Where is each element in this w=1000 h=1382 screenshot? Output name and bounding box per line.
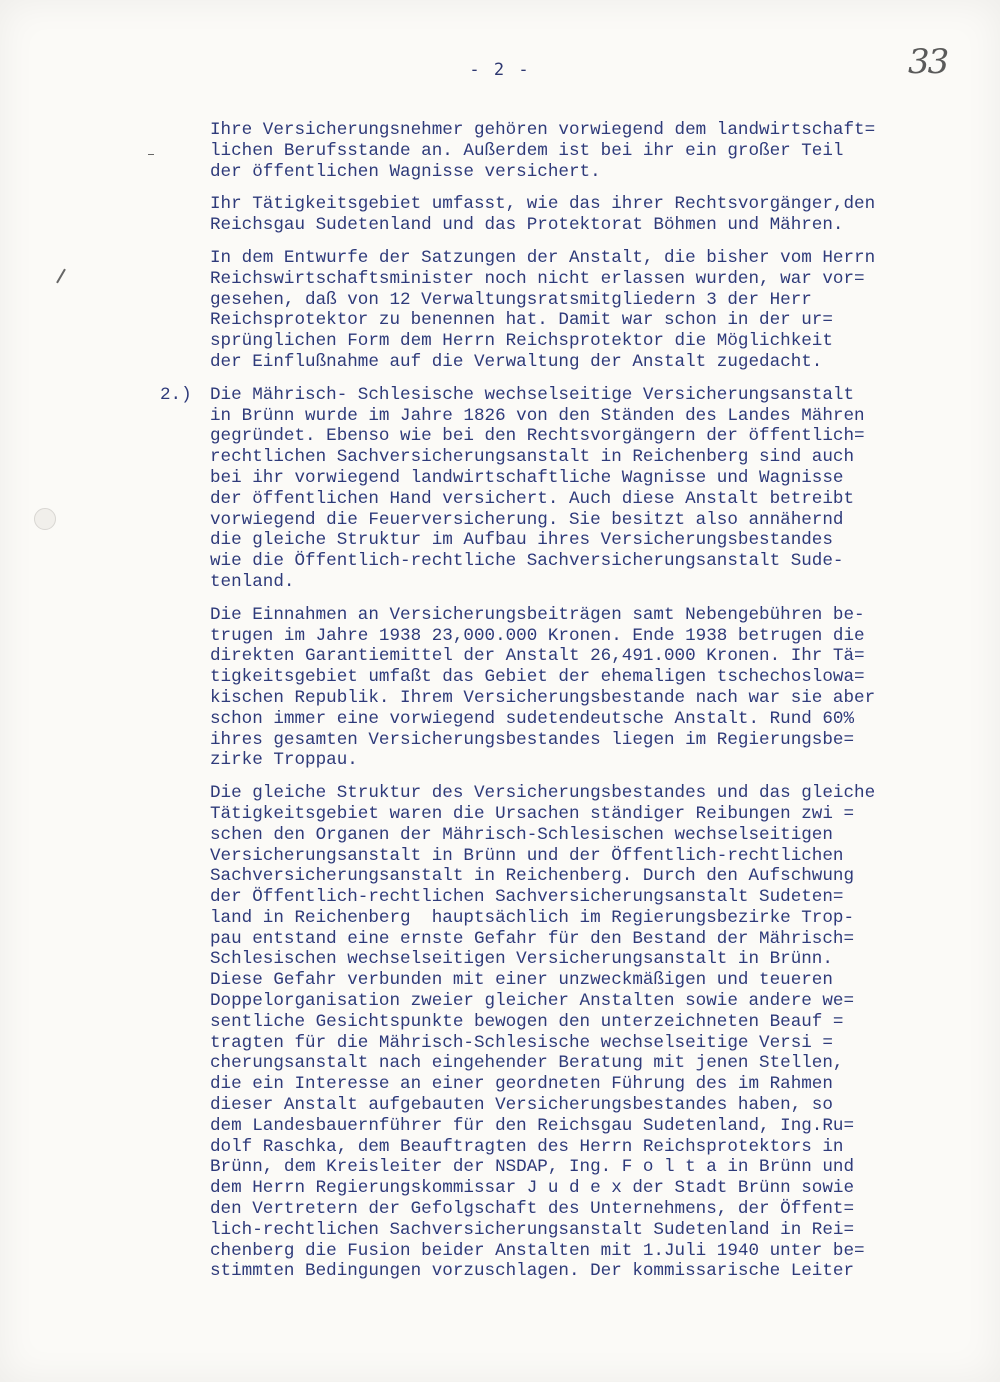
text-line: in Brünn wurde im Jahre 1826 von den Ständen des Landes Mähren xyxy=(210,405,865,426)
text-line: dem Landesbauernführer für den Reichsgau Sudetenland, Ing.Ru= xyxy=(210,1115,855,1136)
text-line: Die gleiche Struktur des Versicherungsbestandes und das gleiche xyxy=(210,783,876,804)
text-line: gesehen, daß von 12 Verwaltungsratsmitgliedern 3 der Herr xyxy=(210,289,812,310)
text-line: Die Mährisch- Schlesische wechselseitige Versicherungsanstalt xyxy=(210,384,855,405)
text-line: bei ihr vorwiegend landwirtschaftliche Wagnisse und Wagnisse xyxy=(210,467,844,488)
text-line: der öffentlichen Hand versichert. Auch diese Anstalt betreibt xyxy=(210,488,855,509)
text-line: stimmten Bedingungen vorzuschlagen. Der kommissarische Leiter xyxy=(210,1261,855,1282)
text-line: dolf Raschka, dem Beauftragten des Herrn Reichsprotektors in xyxy=(210,1136,844,1157)
margin-mark xyxy=(56,269,66,284)
text-line: Ihre Versicherungsnehmer gehören vorwiegend dem landwirtschaft= xyxy=(210,120,876,140)
text-line: Reichswirtschaftsminister noch nicht erlassen wurden, war vor= xyxy=(210,268,865,289)
text-line: wie die Öffentlich-rechtliche Sachversicherungsanstalt Sude- xyxy=(210,551,844,572)
text-line: Ihr Tätigkeitsgebiet umfasst, wie das ihrer Rechtsvorgänger,den xyxy=(210,194,876,215)
text-line: der öffentlichen Wagnisse versichert. xyxy=(210,161,601,182)
page-number: - 2 - xyxy=(469,60,531,80)
text-line: Brünn, dem Kreisleiter der NSDAP, Ing. F o l t a in Brünn und xyxy=(210,1157,855,1178)
text-line: den Vertretern der Gefolgschaft des Unternehmens, der Öffent= xyxy=(210,1199,855,1220)
text-line: der Einflußnahme auf die Verwaltung der Anstalt zugedacht. xyxy=(210,351,823,372)
text-line: der Öffentlich-rechtlichen Sachversicherungsanstalt Sudeten= xyxy=(210,887,844,908)
text-line: tigkeitsgebiet umfaßt das Gebiet der ehemaligen tschechoslowa= xyxy=(210,667,865,688)
text-line: tenland. xyxy=(210,571,295,592)
text-line: Schlesischen wechselseitigen Versicherungsanstalt in Brünn. xyxy=(210,949,833,970)
text-line: rechtlichen Sachversicherungsanstalt in Reichenberg sind auch xyxy=(210,447,855,468)
text-line: vorwiegend die Feuerversicherung. Sie besitzt also annähernd xyxy=(210,509,844,530)
text-line: gegründet. Ebenso wie bei den Rechtsvorgängern der öffentlich= xyxy=(210,426,865,447)
text-line: Reichsgau Sudetenland und das Protektorat Böhmen und Mähren. xyxy=(210,215,844,236)
text-line: Doppelorganisation zweier gleicher Anstalten sowie andere we= xyxy=(210,991,855,1012)
paragraph xyxy=(210,194,960,236)
text-line: zirke Troppau. xyxy=(210,750,358,771)
text-line: pau entstand eine ernste Gefahr für den Bestand der Mährisch= xyxy=(210,928,855,949)
text-line: Tätigkeitsgebiet waren die Ursachen ständiger Reibungen zwi = xyxy=(210,803,855,824)
text-line: In dem Entwurfe der Satzungen der Anstalt, die bisher vom Herrn xyxy=(210,247,876,268)
paragraph xyxy=(210,605,960,771)
handwritten-folio-number: 33 xyxy=(908,42,948,82)
text-line: direkten Garantiemittel der Anstalt 26,491.000 Kronen. Ihr Tä= xyxy=(210,646,865,667)
text-line: dem Herrn Regierungskommissar J u d e x der Stadt Brünn sowie xyxy=(210,1178,855,1199)
text-line: cherungsanstalt nach eingehender Beratung mit jenen Stellen, xyxy=(210,1053,844,1074)
text-line: dieser Anstalt aufgebauten Versicherungsbestandes haben, so xyxy=(210,1095,833,1116)
paragraph xyxy=(210,248,960,373)
paragraph xyxy=(210,783,960,1282)
text-line: lichen Berufsstande an. Außerdem ist bei ihr ein großer Teil xyxy=(210,140,844,161)
text-line: sentliche Gesichtspunkte bewogen den unterzeichneten Beauf = xyxy=(210,1011,844,1032)
text-line: trugen im Jahre 1938 23,000.000 Kronen. Ende 1938 betrugen die xyxy=(210,625,865,646)
text-line: Versicherungsanstalt in Brünn und der Öffentlich-rechtlichen xyxy=(210,845,844,866)
text-line: lich-rechtlichen Sachversicherungsanstalt Sudetenland in Rei= xyxy=(210,1219,855,1240)
text-line: Die Einnahmen an Versicherungsbeiträgen samt Nebengebühren be- xyxy=(210,604,865,625)
text-line: Reichsprotektor zu benennen hat. Damit war schon in der ur= xyxy=(210,310,833,331)
margin-mark xyxy=(148,154,154,155)
text-line: Sachversicherungsanstalt in Reichenberg. Durch den Aufschwung xyxy=(210,866,855,887)
text-line: schon immer eine vorwiegend sudetendeutsche Anstalt. Rund 60% xyxy=(210,708,855,729)
text-line: chenberg die Fusion beider Anstalten mit 1.Juli 1940 unter be= xyxy=(210,1240,865,1261)
text-line: Diese Gefahr verbunden mit einer unzweckmäßigen und teueren xyxy=(210,970,833,991)
document-body xyxy=(160,120,960,1294)
text-line: schen den Organen der Mährisch-Schlesischen wechselseitigen xyxy=(210,824,833,845)
text-line: sprünglichen Form dem Herrn Reichsprotektor die Möglichkeit xyxy=(210,331,833,352)
text-line: ihres gesamten Versicherungsbestandes liegen im Regierungsbe= xyxy=(210,729,855,750)
paragraph-number: 2.) xyxy=(160,384,192,405)
paragraph xyxy=(210,120,960,182)
text-line: die ein Interesse an einer geordneten Führung des im Rahmen xyxy=(210,1074,833,1095)
text-line: die gleiche Struktur im Aufbau ihres Versicherungsbestandes xyxy=(210,530,833,551)
punch-hole xyxy=(34,508,56,530)
text-line: tragten für die Mährisch-Schlesische wechselseitige Versi = xyxy=(210,1032,833,1053)
text-line: land in Reichenberg hauptsächlich im Regierungsbezirke Trop- xyxy=(210,907,855,928)
text-line: kischen Republik. Ihrem Versicherungsbestande nach war sie aber xyxy=(210,687,876,708)
paragraph xyxy=(160,384,960,593)
